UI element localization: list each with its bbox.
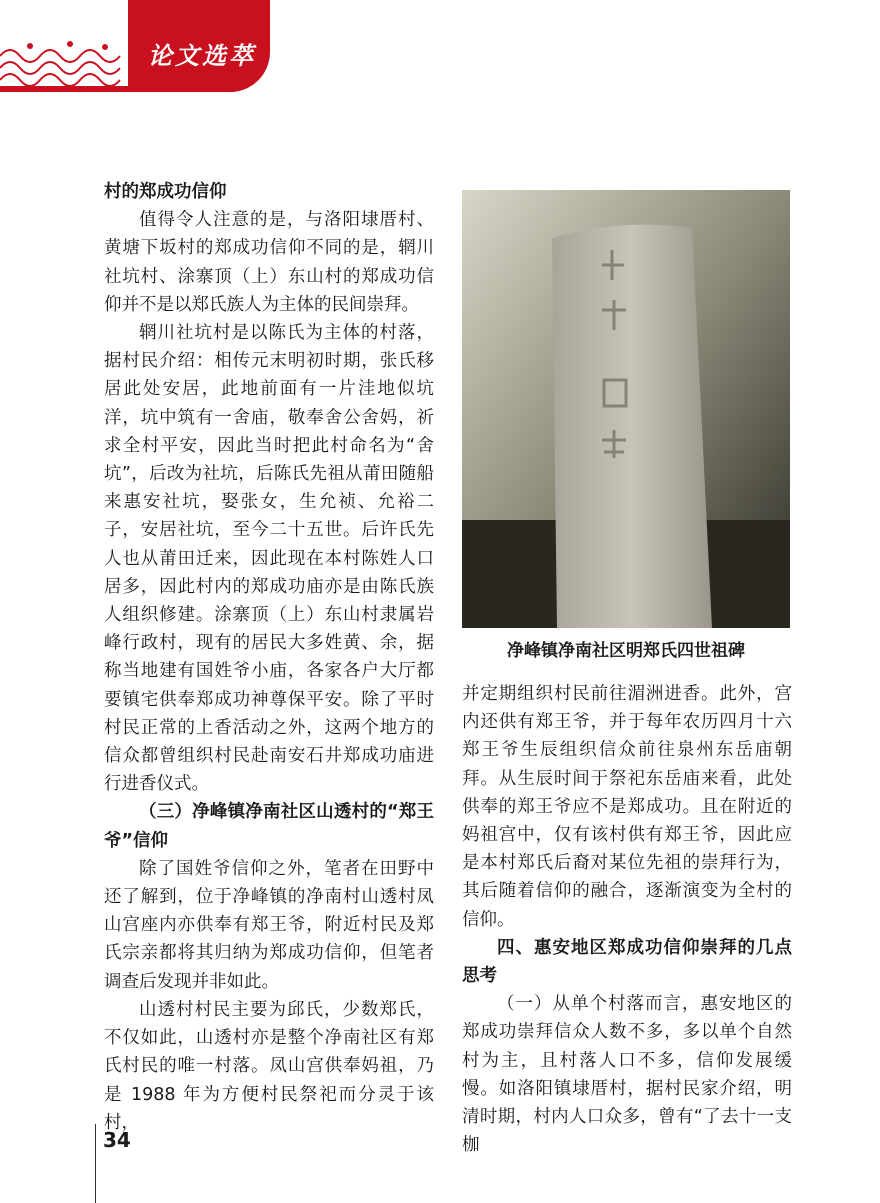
page-rule (95, 1124, 96, 1203)
paragraph: 值得令人注意的是，与洛阳埭厝村、黄塘下坂村的郑成功信仰不同的是，辋川社坑村、涂寨顶（上）东山村的郑成功信仰并不是以郑氏族人为主体的民间崇拜。 (104, 210, 434, 315)
section-tab (128, 0, 270, 92)
paragraph: 村的郑成功信仰 (104, 182, 227, 202)
subsection-heading: （三）净峰镇净南社区山透村的“郑王爷”信仰 (104, 802, 434, 851)
paragraph: 除了国姓爷信仰之外，笔者在田野中还了解到，位于净峰镇的净南村山透村凤山宫座内亦供奉有郑王爷，附近村民及郑氏宗亲都将其归纳为郑成功信仰，但笔者调查后发现并非如此。 (104, 858, 434, 992)
paragraph: 并定期组织村民前往湄洲进香。此外，宫内还供有郑王爷，并于每年农历四月十六郑王爷生辰组织信众前往泉州东岳庙朝拜。从生辰时间于祭祀东岳庙来看，此处供奉的郑王爷应不是郑成功。且在附近的妈祖宫中，仅有该村供有郑王爷，因此应是本村郑氏后裔对某位先祖的崇拜行为，其后随着信仰的融合，逐渐演变为全村的信仰。 (462, 684, 792, 930)
paragraph: （一）从单个村落而言，惠安地区的郑成功崇拜信众人数不多，多以单个自然村为主，且村落人口不多，信仰发展缓慢。如洛阳镇埭厝村，据村民家介绍，明清时期，村内人口众多，曾有“了去十一支枷 (462, 994, 792, 1156)
page-number: 34 (103, 1128, 131, 1152)
wave-decoration-icon (0, 36, 130, 92)
section-heading: 四、惠安地区郑成功信仰崇拜的几点思考 (462, 937, 792, 987)
paragraph: 辋川社坑村是以陈氏为主体的村落，据村民介绍：相传元末明初时期，张氏移居此处安居，此地前面有一片洼地似坑洋，坑中筑有一舍庙，敬奉舍公舍妈，祈求全村平安，因此当时把此村命名为“舍坑”，后改为社坑，后陈氏先祖从莆田随船来惠安社坑，娶张女，生允祯、允裕二子，安居社坑，至今二十五世。后许氏先人也从莆田迁来，因此现在本村陈姓人口居多，因此村内的郑成功庙亦是由陈氏族人组织修建。涂寨顶（上）东山村隶属岩峰行政村，现有的居民大多姓黄、余，据称当地建有国姓爷小庙，各家各户大厅都要镇宅供奉郑成功神尊保平安。除了平时村民正常的上香活动之外，这两个地方的信众都曾组织村民赴南安石井郑成功庙进行进香仪式。 (104, 323, 434, 795)
figure-caption: 净峰镇净南社区明郑氏四世祖碑 (507, 641, 745, 661)
section-title: 论文选萃 (148, 42, 256, 70)
stele-photo (462, 190, 790, 628)
left-column (104, 178, 434, 1137)
right-column (462, 680, 792, 1159)
header-band (0, 0, 270, 92)
paragraph: 山透村村民主要为邱氏，少数郑氏，不仅如此，山透村亦是整个净南社区有郑氏村民的唯一村落。凤山宫供奉妈祖，乃是 1988 年为方便村民祭祀而分灵于该村， (104, 999, 434, 1133)
stele-image (462, 190, 790, 628)
